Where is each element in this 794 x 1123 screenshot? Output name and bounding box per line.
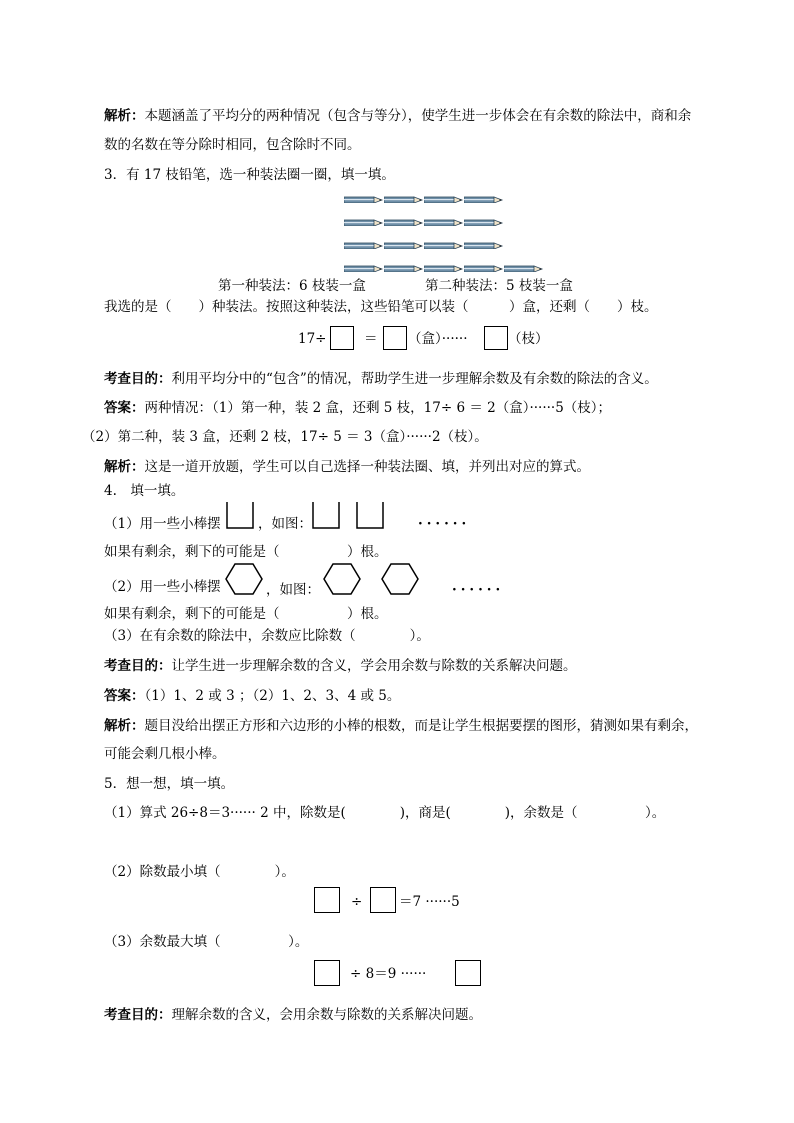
- analysis-text: 这是一道开放题，学生可以自己选择一种装法圈、填，并列出对应的算式。: [144, 459, 590, 475]
- analysis-paragraph-1: [104, 107, 691, 125]
- purpose-label: 考查目的：: [104, 371, 172, 387]
- answer-text: 两种情况：（1）第一种，装 2 盒，还剩 5 枝，17÷ 6 ＝ 2（盒）······5（枝）；: [144, 400, 612, 416]
- q3-method2: 第二种装法：5 枝装一盒: [425, 278, 573, 294]
- square-shape-icon: [354, 500, 386, 530]
- answer-box[interactable]: [484, 326, 508, 350]
- answer-box[interactable]: [314, 887, 340, 913]
- q4-title: 4. 填一填。: [104, 483, 185, 499]
- q4-purpose: [104, 657, 577, 675]
- pencil-icon: [344, 219, 384, 226]
- analysis-text: 本题涵盖了平均分的两种情况（包含与等分），使学生进一步体会在有余数的除法中，商和余: [144, 108, 692, 124]
- pencil-icon: [464, 196, 504, 203]
- pencil-icon: [384, 265, 424, 272]
- q4-s1-dots: ······: [418, 516, 471, 532]
- purpose-text: 让学生进一步理解余数的含义，学会用余数与除数的关系解决问题。: [171, 658, 577, 674]
- q4-answer: [104, 687, 400, 705]
- q5-s2: （2）除数最小填（ ）。: [104, 864, 295, 880]
- square-shape-icon: [310, 500, 342, 530]
- q3-method1: 第一种装法：6 枝装一盒: [218, 278, 366, 294]
- analysis-text-line2: 数的名数在等分除时相同，包含除时不同。: [104, 137, 361, 153]
- q3-purpose: [104, 370, 658, 388]
- q5-s1: （1）算式 26÷8＝3······ 2 中，除数是( )，商是( )，余数是（ ）。: [104, 805, 666, 821]
- q3-eq-box-unit: （盒）······: [408, 331, 468, 347]
- pencil-icon: [344, 265, 384, 272]
- q5-eq2-div: ÷: [351, 894, 363, 910]
- pencil-icon: [464, 219, 504, 226]
- q3-eq-left: 17÷: [298, 331, 327, 347]
- q3-analysis: [104, 458, 590, 476]
- pencil-icon: [424, 265, 464, 272]
- q4-s3: （3）在有余数的除法中，余数应比除数（ ）。: [104, 628, 430, 644]
- answer-box[interactable]: [370, 887, 396, 913]
- pencil-icon: [384, 196, 424, 203]
- answer-text: （1）1、2 或 3 ；（2）1、2、3、4 或 5。: [144, 688, 401, 704]
- answer-box[interactable]: [314, 960, 340, 986]
- analysis-label: 解析：: [104, 459, 145, 475]
- q3-answer-1: [104, 399, 611, 417]
- analysis-text: 题目没给出摆正方形和六边形的小棒的根数，而是让学生根据要摆的图形，猜测如果有剩余，: [144, 718, 698, 734]
- pencil-icon: [504, 265, 544, 272]
- pencil-icon: [384, 242, 424, 249]
- q3-eq-end: （枝）: [508, 331, 549, 347]
- q4-s1-mid: ，如图：: [258, 516, 312, 532]
- hexagon-shape-icon: [322, 561, 362, 597]
- pencil-icon: [384, 219, 424, 226]
- q4-s1-start: （1）用一些小棒摆: [104, 516, 221, 532]
- q5-title: 5．想一想，填一填。: [104, 776, 235, 792]
- purpose-label: 考查目的：: [104, 1007, 172, 1023]
- q4-analysis: [104, 717, 698, 735]
- q4-analysis-line2: 可能会剩几根小棒。: [104, 746, 226, 762]
- q5-eq3-div: ÷ 8＝9 ······: [350, 966, 427, 982]
- analysis-label: 解析：: [104, 718, 145, 734]
- answer-label: 答案：: [104, 400, 145, 416]
- q3-title: 3．有 17 枝铅笔，选一种装法圈一圈，填一填。: [104, 167, 395, 183]
- q4-s2-dots: ······: [452, 582, 505, 598]
- answer-label: 答案：: [104, 688, 145, 704]
- analysis-label: 解析：: [104, 108, 145, 124]
- q3-eq-equals: ＝: [364, 331, 378, 347]
- hexagon-shape-icon: [224, 561, 264, 597]
- q4-s2-remainder: 如果有剩余，剩下的可能是（ ）根。: [104, 606, 388, 622]
- hexagon-shape-icon: [380, 561, 420, 597]
- pencil-icon: [344, 196, 384, 203]
- answer-box[interactable]: [330, 326, 354, 350]
- square-shape-icon: [224, 500, 256, 530]
- answer-box[interactable]: [383, 326, 407, 350]
- q4-s2-start: （2）用一些小棒摆: [104, 579, 221, 595]
- q3-answer-2: （2）第二种，装 3 盒，还剩 2 枝，17÷ 5 ＝ 3（盒）······2（枝）。: [82, 429, 488, 445]
- q5-eq2-rest: ＝7 ······5: [399, 894, 460, 910]
- pencil-icon: [344, 242, 384, 249]
- pencil-icon: [424, 196, 464, 203]
- answer-box[interactable]: [455, 960, 481, 986]
- q4-s1-remainder: 如果有剩余，剩下的可能是（ ）根。: [104, 544, 388, 560]
- pencil-icon: [464, 242, 504, 249]
- q3-prompt: 我选的是（ ）种装法。按照这种装法，这些铅笔可以装（ ）盒，还剩（ ）枝。: [104, 299, 658, 315]
- purpose-text: 理解余数的含义，会用余数与除数的关系解决问题。: [171, 1007, 482, 1023]
- q5-purpose: [104, 1006, 482, 1024]
- q5-s3: （3）余数最大填（ ）。: [104, 934, 309, 950]
- pencil-icon: [424, 242, 464, 249]
- pencil-icon: [464, 265, 504, 272]
- purpose-label: 考查目的：: [104, 658, 172, 674]
- q4-s2-mid: ，如图：: [266, 582, 320, 598]
- purpose-text: 利用平均分中的“包含”的情况，帮助学生进一步理解余数及有余数的除法的含义。: [171, 371, 658, 387]
- pencil-icon: [424, 219, 464, 226]
